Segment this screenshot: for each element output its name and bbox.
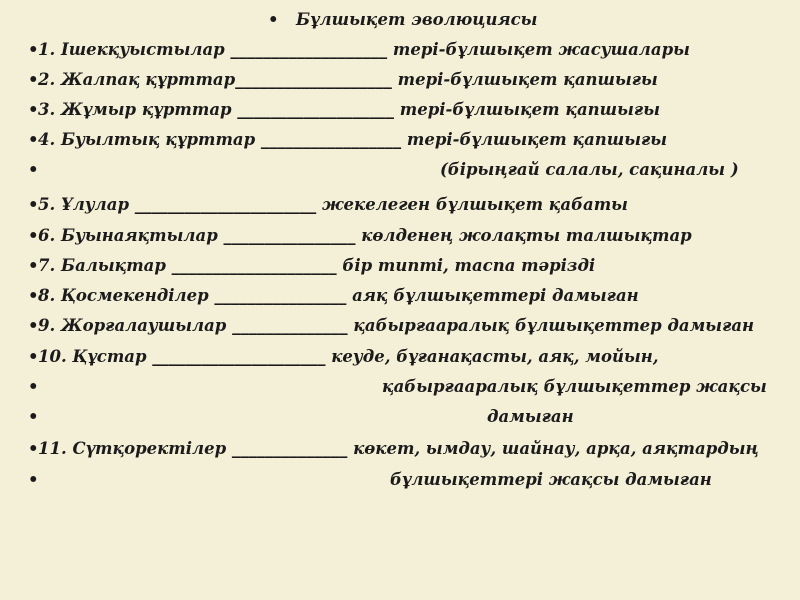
list-item	[0, 406, 800, 428]
bullet-icon: •	[28, 377, 39, 396]
bullet-icon: •	[28, 160, 39, 179]
list-item-text: 1. Ішекқуыстылар ___________________ тері-бұлшықет жасушалары	[38, 40, 690, 59]
list-item-text: дамыған	[487, 407, 574, 426]
bullet-icon: •	[28, 470, 39, 489]
bullet-icon: •	[28, 100, 39, 119]
bullet-icon: •	[28, 226, 39, 245]
list-item-text: 10. Құстар _____________________ кеуде, бұғанақасты, аяқ, мойын,	[38, 347, 659, 366]
bullet-icon: •	[28, 256, 39, 275]
list-item	[0, 225, 800, 247]
list-item	[0, 255, 800, 277]
list-item-text: 2. Жалпақ құрттар___________________ тері-бұлшықет қапшығы	[38, 70, 658, 89]
list-item-text: 11. Сүтқоректілер ______________ көкет, ымдау, шайнау, арқа, аяқтардың	[38, 439, 759, 458]
bullet-icon: •	[28, 347, 39, 366]
bullet-icon: •	[28, 130, 39, 149]
list-item	[0, 469, 800, 491]
list-item	[0, 39, 800, 61]
list-item-text: (бірыңғай салалы, сақиналы )	[440, 160, 739, 179]
list-item-text: қабырғааралық бұлшықеттер жақсы	[382, 377, 767, 396]
bullet-icon: •	[28, 40, 39, 59]
slide-title: Бұлшықет эволюциясы	[296, 10, 538, 29]
list-item	[0, 346, 800, 368]
bullet-icon: •	[28, 286, 39, 305]
list-item-text: 4. Буылтық құрттар _________________ тері-бұлшықет қапшығы	[38, 130, 668, 149]
bullet-icon: •	[28, 195, 39, 214]
list-item	[0, 129, 800, 151]
bullet-icon: •	[28, 316, 39, 335]
list-item	[0, 99, 800, 121]
list-item-text: 5. Ұлулар ______________________ жекелеген бұлшықет қабаты	[38, 195, 628, 214]
list-item-title	[0, 9, 800, 31]
list-item	[0, 376, 800, 398]
list-item-text: 9. Жорғалаушылар ______________ қабырғааралық бұлшықеттер дамыған	[38, 316, 755, 335]
list-item	[0, 285, 800, 307]
list-item-text: 8. Қосмекенділер ________________ аяқ бұлшықеттері дамыған	[38, 286, 639, 305]
bullet-icon: •	[28, 70, 39, 89]
bullet-icon: •	[28, 407, 39, 426]
list-item	[0, 159, 800, 181]
list-item-text: 7. Балықтар ____________________ бір типті, таспа тәрізді	[38, 256, 596, 275]
bullet-icon: •	[28, 439, 39, 458]
list-item-text: бұлшықеттері жақсы дамыған	[390, 470, 712, 489]
list-item-text: 3. Жұмыр құрттар ___________________ тері-бұлшықет қапшығы	[38, 100, 660, 119]
bullet-icon: •	[268, 10, 279, 29]
list-item-text: 6. Буынаяқтылар ________________ көлденең жолақты талшықтар	[38, 226, 692, 245]
list-item	[0, 69, 800, 91]
list-item	[0, 194, 800, 216]
list-item	[0, 315, 800, 337]
list-item	[0, 438, 800, 460]
